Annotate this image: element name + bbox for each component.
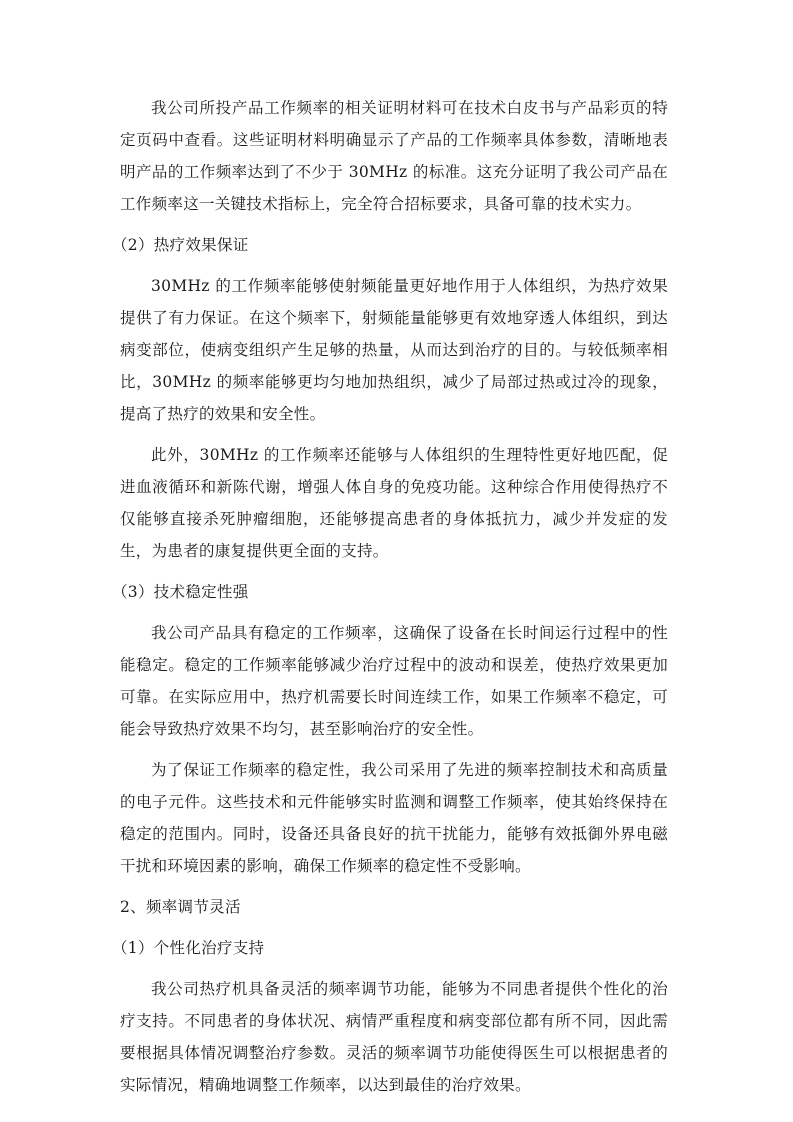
paragraph-physiological-match: 此外，30MHz 的工作频率还能够与人体组织的生理特性更好地匹配，促进血液循环和新陈代谢，增强人体自身的免疫功能。这种综合作用使得热疗不仅能够直接杀死肿瘤细胞，还能够提高患者的身体抵抗力，减少并发症的发生，为患者的康复提供更全面的支持。 (120, 446, 668, 560)
section-heading-personalized-treatment: （1）个性化治疗支持 (112, 939, 265, 957)
section-heading-stability: （3）技术稳定性强 (112, 583, 249, 601)
paragraph-frequency-control: 为了保证工作频率的稳定性，我公司采用了先进的频率控制技术和高质量的电子元件。这些技术和元件能够实时监测和调整工作频率，使其始终保持在稳定的范围内。同时，设备还具备良好的抗干扰能力，能够有效抵御外界电磁干扰和环境因素的影响，确保工作频率的稳定性不受影响。 (120, 761, 668, 875)
paragraph-frequency-proof: 我公司所投产品工作频率的相关证明材料可在技术白皮书与产品彩页的特定页码中查看。这些证明材料明确显示了产品的工作频率具体参数，清晰地表明产品的工作频率达到了不少于 30MHz 的标准。这充分证明了我公司产品在工作频率这一关键技术指标上，完全符合招标要求，具备可靠的技术实力。 (120, 99, 668, 213)
paragraph-thermal-effect: 30MHz 的工作频率能够使射频能量更好地作用于人体组织，为热疗效果提供了有力保证。在这个频率下，射频能量能够更有效地穿透人体组织，到达病变部位，使病变组织产生足够的热量，从而达到治疗的目的。与较低频率相比，30MHz 的频率能够更均匀地加热组织，减少了局部过热或过冷的现象，提高了热疗的效果和安全性。 (120, 277, 668, 423)
section-heading-frequency-adjustment: 2、频率调节灵活 (120, 898, 241, 916)
document-body (112, 92, 668, 1110)
paragraph-personalized-treatment: 我公司热疗机具备灵活的频率调节功能，能够为不同患者提供个性化的治疗支持。不同患者的身体状况、病情严重程度和病变部位都有所不同，因此需要根据具体情况调整治疗参数。灵活的频率调节功能使得医生可以根据患者的实际情况，精确地调整工作频率，以达到最佳的治疗效果。 (120, 980, 668, 1094)
section-heading-thermal-effect: （2）热疗效果保证 (112, 236, 249, 254)
paragraph-stable-frequency: 我公司产品具有稳定的工作频率，这确保了设备在长时间运行过程中的性能稳定。稳定的工作频率能够减少治疗过程中的波动和误差，使热疗效果更加可靠。在实际应用中，热疗机需要长时间连续工作，如果工作频率不稳定，可能会导致热疗效果不均匀，甚至影响治疗的安全性。 (120, 624, 668, 738)
